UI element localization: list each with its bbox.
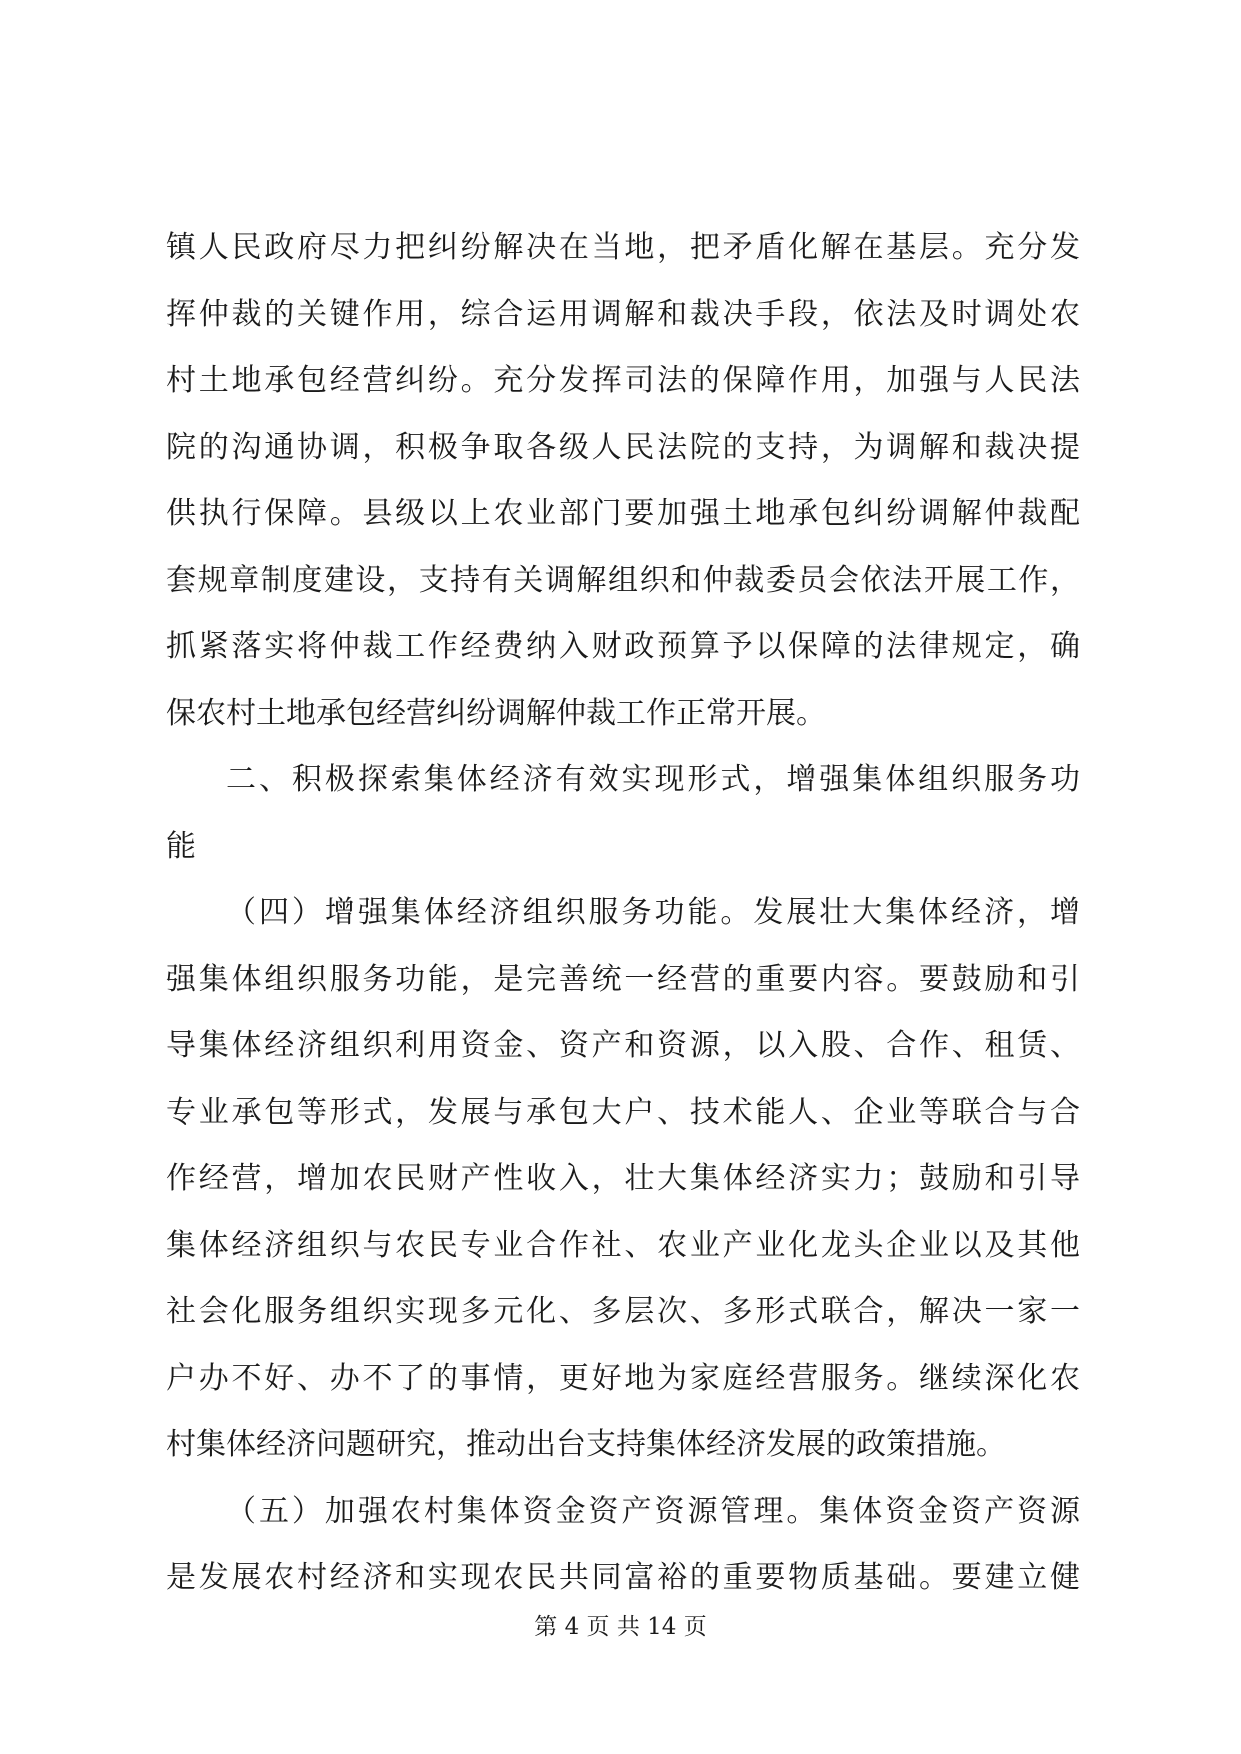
body-line: 导集体经济组织利用资金、资产和资源，以入股、合作、租赁、 — [166, 1028, 1080, 1063]
body-line: 村集体经济问题研究，推动出台支持集体经济发展的政策措施。 — [166, 1427, 1006, 1462]
body-line: （五）加强农村集体资金资产资源管理。集体资金资产资源 — [226, 1493, 1080, 1529]
body-line: （四）增强集体经济组织服务功能。发展壮大集体经济，增 — [226, 895, 1080, 930]
body-line: 抓紧落实将仲裁工作经费纳入财政预算予以保障的法律规定，确 — [166, 629, 1080, 664]
body-line: 强集体组织服务功能，是完善统一经营的重要内容。要鼓励和引 — [166, 961, 1080, 997]
body-line: 社会化服务组织实现多元化、多层次、多形式联合，解决一家一 — [166, 1294, 1080, 1329]
body-line: 供执行保障。县级以上农业部门要加强土地承包纠纷调解仲裁配 — [166, 496, 1080, 531]
body-line: 是发展农村经济和实现农民共同富裕的重要物质基础。要建立健 — [166, 1560, 1080, 1595]
section-heading-line: 二、积极探索集体经济有效实现形式，增强集体组织服务功 — [226, 762, 1080, 797]
body-line: 专业承包等形式，发展与承包大户、技术能人、企业等联合与合 — [166, 1094, 1080, 1130]
body-line: 集体经济组织与农民专业合作社、农业产业化龙头企业以及其他 — [166, 1227, 1080, 1263]
body-line: 院的沟通协调，积极争取各级人民法院的支持，为调解和裁决提 — [166, 429, 1080, 465]
section-heading-line: 能 — [166, 828, 196, 864]
body-line: 保农村土地承包经营纠纷调解仲裁工作正常开展。 — [166, 695, 826, 731]
body-line: 挥仲裁的关键作用，综合运用调解和裁决手段，依法及时调处农 — [166, 296, 1080, 332]
body-line: 户办不好、办不了的事情，更好地为家庭经营服务。继续深化农 — [166, 1360, 1080, 1396]
page-number-footer: 第 4 页 共 14 页 — [534, 1614, 707, 1640]
document-body — [166, 230, 1080, 1627]
body-line: 套规章制度建设，支持有关调解组织和仲裁委员会依法开展工作， — [166, 562, 1080, 598]
body-line: 村土地承包经营纠纷。充分发挥司法的保障作用，加强与人民法 — [166, 363, 1080, 398]
body-line: 镇人民政府尽力把纠纷解决在当地，把矛盾化解在基层。充分发 — [166, 230, 1080, 265]
body-line: 作经营，增加农民财产性收入，壮大集体经济实力；鼓励和引导 — [166, 1161, 1080, 1196]
